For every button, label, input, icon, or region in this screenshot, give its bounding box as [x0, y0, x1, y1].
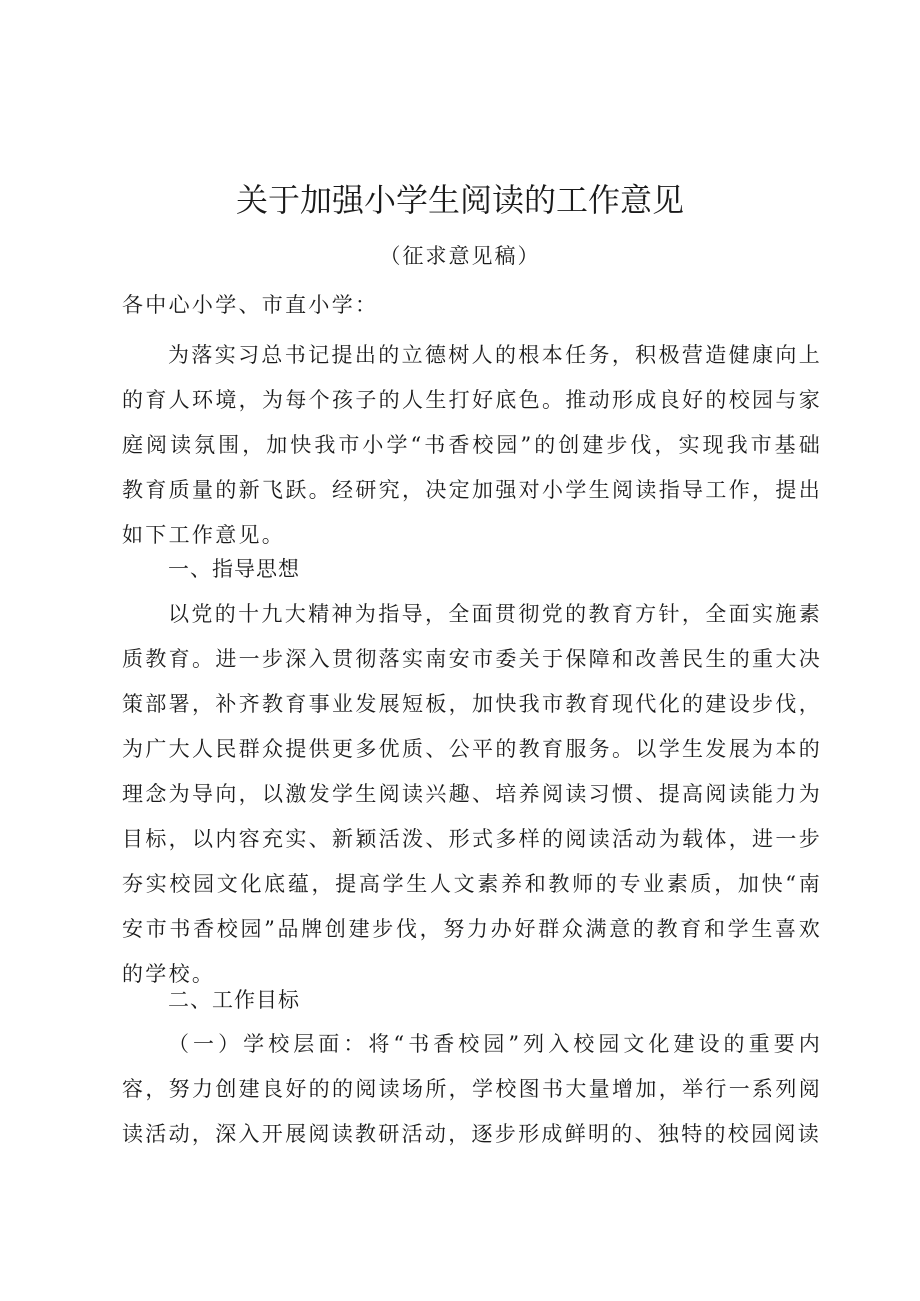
paragraph-school-level: （一）学校层面：将“书香校园”列入校园文化建设的重要内容，努力创建良好的的阅读场所，学校图书大量增加，举行一系列阅读活动，深入开展阅读教研活动，逐步形成鲜明的、独特的校园阅读	[122, 1032, 822, 1146]
document-title: 关于加强小学生阅读的工作意见	[235, 181, 684, 219]
section-heading-work-goals: 二、工作目标	[168, 988, 300, 1012]
salutation: 各中心小学、市直小学：	[122, 293, 379, 317]
section-heading-guiding-ideology: 一、指导思想	[168, 557, 300, 581]
paragraph-intro: 为落实习总书记提出的立德树人的根本任务，积极营造健康向上的育人环境，为每个孩子的人生打好底色。推动形成良好的校园与家庭阅读氛围，加快我市小学“书香校园”的创建步伐，实现我市基础教育质量的新飞跃。经研究，决定加强对小学生阅读指导工作，提出如下工作意见。	[122, 343, 822, 547]
document-subtitle: （征求意见稿）	[379, 244, 541, 268]
paragraph-guiding-ideology: 以党的十九大精神为指导，全面贯彻党的教育方针，全面实施素质教育。进一步深入贯彻落实南安市委关于保障和改善民生的重大决策部署，补齐教育事业发展短板，加快我市教育现代化的建设步伐，为广大人民群众提供更多优质、公平的教育服务。以学生发展为本的理念为导向，以激发学生阅读兴趣、培养阅读习惯、提高阅读能力为目标，以内容充实、新颖活泼、形式多样的阅读活动为载体，进一步夯实校园文化底蕴，提高学生人文素养和教师的专业素质，加快“南安市书香校园”品牌创建步伐，努力办好群众满意的教育和学生喜欢的学校。	[122, 602, 822, 986]
